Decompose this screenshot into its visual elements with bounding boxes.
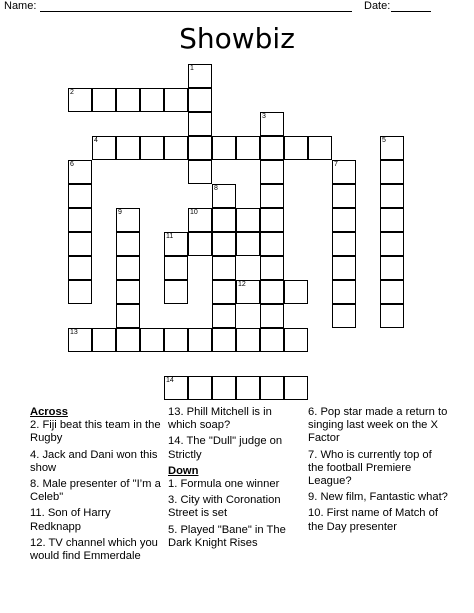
grid-cell[interactable] bbox=[140, 136, 164, 160]
cell-number: 8 bbox=[214, 185, 218, 192]
grid-cell[interactable] bbox=[188, 112, 212, 136]
date-label: Date: bbox=[364, 0, 391, 12]
grid-cell[interactable] bbox=[332, 304, 356, 328]
grid-cell[interactable] bbox=[260, 232, 284, 256]
down-clue-7: 7. Who is currently top of the football Premiere League? bbox=[308, 448, 432, 488]
grid-cell[interactable] bbox=[380, 256, 404, 280]
down-heading: Down bbox=[168, 464, 199, 477]
grid-cell[interactable] bbox=[212, 232, 236, 256]
cell-number: 6 bbox=[70, 161, 74, 168]
down-clue-3: 3. City with Coronation Street is set bbox=[168, 494, 281, 520]
down-clue-9: 9. New film, Fantastic what? bbox=[308, 491, 448, 504]
cell-number: 2 bbox=[70, 89, 74, 96]
grid-cell[interactable] bbox=[116, 232, 140, 256]
grid-cell[interactable] bbox=[236, 208, 260, 232]
grid-cell[interactable] bbox=[116, 136, 140, 160]
grid-cell[interactable] bbox=[236, 280, 260, 304]
across-heading: Across bbox=[30, 406, 68, 418]
grid-cell[interactable] bbox=[212, 136, 236, 160]
grid-cell[interactable] bbox=[380, 232, 404, 256]
cell-number: 4 bbox=[94, 137, 98, 144]
grid-cell[interactable] bbox=[284, 280, 308, 304]
grid-cell[interactable] bbox=[116, 328, 140, 352]
grid-cell[interactable] bbox=[284, 136, 308, 160]
grid-cell[interactable] bbox=[188, 232, 212, 256]
grid-cell[interactable] bbox=[260, 304, 284, 328]
across-clue-12: 12. TV channel which you would find Emmerdale bbox=[30, 536, 158, 563]
grid-cell[interactable] bbox=[284, 376, 308, 400]
across-clue-11: 11. Son of Harry Redknapp bbox=[30, 507, 111, 533]
down-clue-10: 10. First name of Match of the Day presenter bbox=[308, 507, 438, 533]
grid-cell[interactable] bbox=[236, 328, 260, 352]
grid-cell[interactable] bbox=[212, 208, 236, 232]
grid-cell[interactable] bbox=[164, 88, 188, 112]
grid-cell[interactable] bbox=[116, 256, 140, 280]
clues-column-2 bbox=[168, 406, 298, 553]
grid-cell[interactable] bbox=[68, 160, 92, 184]
cell-number: 1 bbox=[190, 65, 194, 72]
grid-cell[interactable] bbox=[164, 136, 188, 160]
grid-cell[interactable] bbox=[260, 280, 284, 304]
grid-cell[interactable] bbox=[68, 232, 92, 256]
cell-number: 5 bbox=[382, 137, 386, 144]
grid-cell[interactable] bbox=[188, 64, 212, 88]
grid-cell[interactable] bbox=[212, 376, 236, 400]
cell-number: 13 bbox=[70, 329, 78, 336]
grid-cell[interactable] bbox=[212, 256, 236, 280]
grid-cell[interactable] bbox=[260, 136, 284, 160]
clues-column-1 bbox=[30, 406, 164, 566]
grid-cell[interactable] bbox=[164, 280, 188, 304]
grid-cell[interactable] bbox=[92, 88, 116, 112]
grid-cell[interactable] bbox=[164, 376, 188, 400]
down-clue-5: 5. Played "Bane" in The Dark Knight Rises bbox=[168, 523, 286, 549]
grid-cell[interactable] bbox=[236, 376, 260, 400]
grid-cell[interactable] bbox=[188, 328, 212, 352]
grid-cell[interactable] bbox=[260, 160, 284, 184]
grid-cell[interactable] bbox=[332, 280, 356, 304]
across-clue-2: 2. Fiji beat this team in the Rugby bbox=[30, 419, 161, 445]
across-clue-14: 14. The "Dull" judge on Strictly bbox=[168, 435, 283, 461]
cell-number: 7 bbox=[334, 161, 338, 168]
grid-cell[interactable] bbox=[380, 304, 404, 328]
grid-cell[interactable] bbox=[68, 208, 92, 232]
cell-number: 10 bbox=[190, 209, 198, 216]
grid-cell[interactable] bbox=[212, 280, 236, 304]
grid-cell[interactable] bbox=[260, 112, 284, 136]
grid-cell[interactable] bbox=[116, 88, 140, 112]
grid-cell[interactable] bbox=[308, 136, 332, 160]
grid-cell[interactable] bbox=[68, 256, 92, 280]
grid-cell[interactable] bbox=[332, 232, 356, 256]
grid-cell[interactable] bbox=[260, 256, 284, 280]
grid-cell[interactable] bbox=[68, 280, 92, 304]
grid-cell[interactable] bbox=[332, 160, 356, 184]
puzzle-title: Showbiz bbox=[179, 22, 295, 55]
grid-cell[interactable] bbox=[380, 184, 404, 208]
grid-cell[interactable] bbox=[92, 328, 116, 352]
grid-cell[interactable] bbox=[260, 208, 284, 232]
grid-cell[interactable] bbox=[68, 88, 92, 112]
grid-cell[interactable] bbox=[236, 232, 260, 256]
grid-cell[interactable] bbox=[260, 328, 284, 352]
name-label: Name: bbox=[4, 0, 37, 12]
grid-cell[interactable] bbox=[140, 88, 164, 112]
grid-cell[interactable] bbox=[212, 328, 236, 352]
grid-cell[interactable] bbox=[380, 136, 404, 160]
grid-cell[interactable] bbox=[332, 208, 356, 232]
cell-number: 3 bbox=[262, 113, 266, 120]
cell-number: 11 bbox=[166, 233, 174, 240]
grid-cell[interactable] bbox=[188, 160, 212, 184]
grid-cell[interactable] bbox=[188, 88, 212, 112]
grid-cell[interactable] bbox=[68, 184, 92, 208]
cell-number: 12 bbox=[238, 281, 246, 288]
grid-cell[interactable] bbox=[380, 208, 404, 232]
grid-cell[interactable] bbox=[164, 328, 188, 352]
grid-cell[interactable] bbox=[116, 304, 140, 328]
grid-cell[interactable] bbox=[380, 280, 404, 304]
across-clue-8: 8. Male presenter of "I’m a Celeb" bbox=[30, 478, 161, 504]
cell-number: 14 bbox=[166, 377, 174, 384]
grid-cell[interactable] bbox=[116, 208, 140, 232]
grid-cell[interactable] bbox=[188, 376, 212, 400]
grid-cell[interactable] bbox=[212, 304, 236, 328]
across-clue-13: 13. Phill Mitchell is in which soap? bbox=[168, 406, 272, 432]
grid-cell[interactable] bbox=[260, 376, 284, 400]
grid-cell[interactable] bbox=[212, 184, 236, 208]
grid-cell[interactable] bbox=[68, 328, 92, 352]
grid-cell[interactable] bbox=[380, 160, 404, 184]
grid-cell[interactable] bbox=[188, 208, 212, 232]
grid-cell[interactable] bbox=[332, 256, 356, 280]
grid-cell[interactable] bbox=[164, 256, 188, 280]
grid-cell[interactable] bbox=[140, 328, 164, 352]
clues-column-3 bbox=[308, 406, 448, 537]
down-clue-1: 1. Formula one winner bbox=[168, 478, 280, 491]
grid-cell[interactable] bbox=[332, 184, 356, 208]
cell-number: 9 bbox=[118, 209, 122, 216]
grid-cell[interactable] bbox=[188, 136, 212, 160]
grid-cell[interactable] bbox=[116, 280, 140, 304]
grid-cell[interactable] bbox=[260, 184, 284, 208]
grid-cell[interactable] bbox=[236, 136, 260, 160]
grid-cell[interactable] bbox=[92, 136, 116, 160]
grid-cell[interactable] bbox=[284, 328, 308, 352]
across-clue-4: 4. Jack and Dani won this show bbox=[30, 448, 158, 474]
grid-cell[interactable] bbox=[164, 232, 188, 256]
down-clue-6: 6. Pop star made a return to singing last week on the X Factor bbox=[308, 406, 448, 445]
